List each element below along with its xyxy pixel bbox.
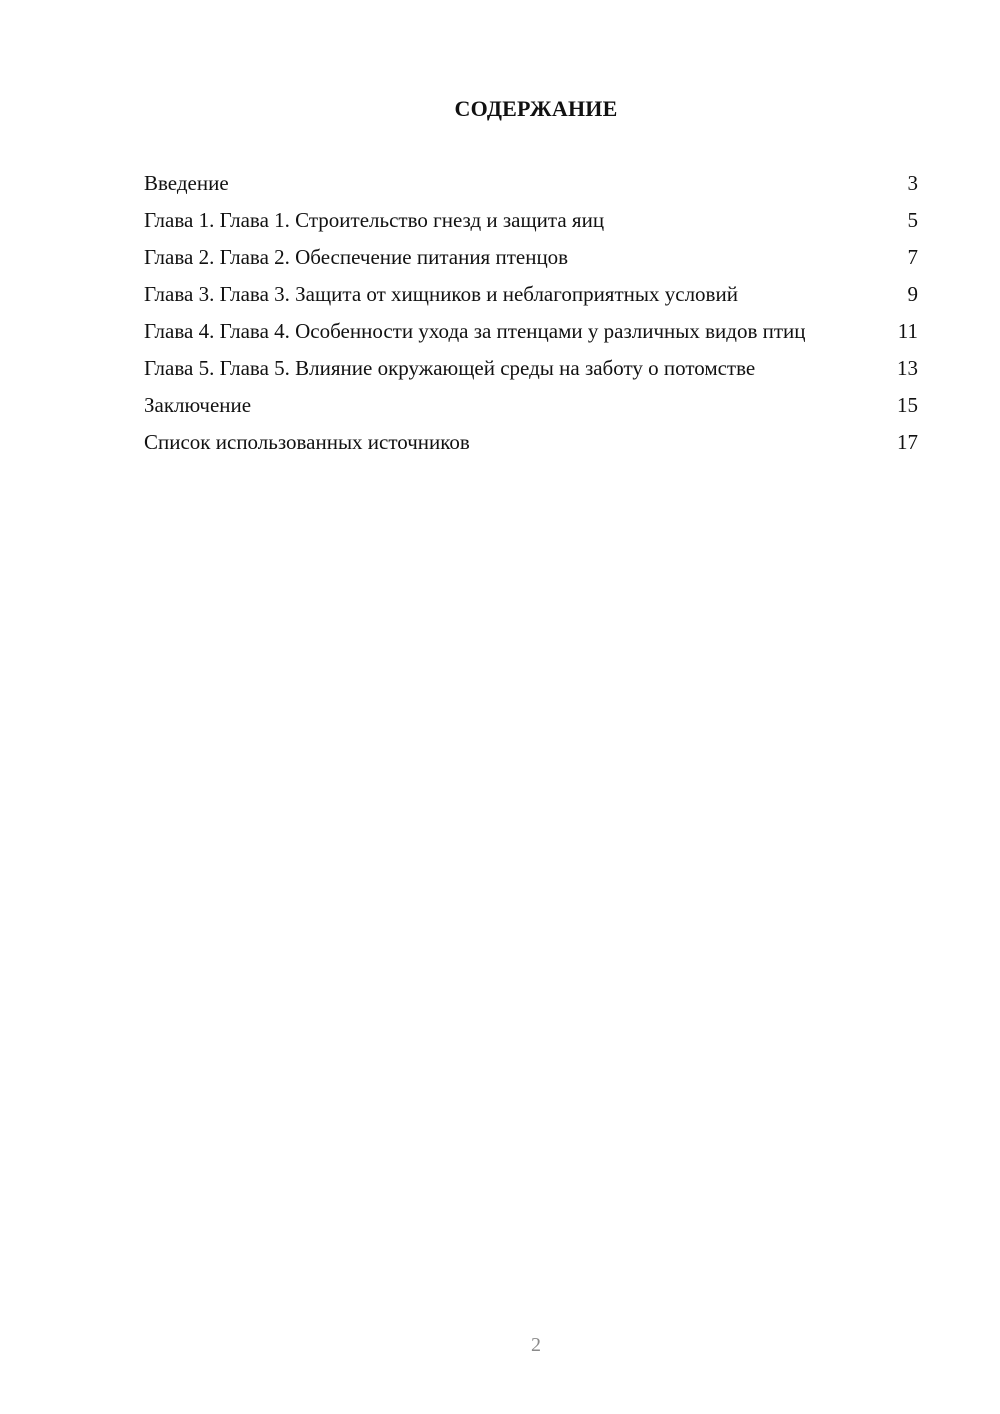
toc-entry-title: Заключение [144, 393, 252, 417]
page-title: СОДЕРЖАНИЕ [454, 96, 618, 121]
toc-entry-page: 7 [907, 245, 918, 269]
toc-entry-references [144, 429, 918, 456]
toc-entry-chapter-3 [144, 281, 918, 308]
toc-entry-page: 17 [897, 430, 918, 454]
toc-entry-chapter-2 [144, 244, 918, 271]
toc-entry-chapter-4 [144, 318, 918, 345]
table-of-contents [144, 170, 918, 466]
toc-entry-chapter-1 [144, 207, 918, 234]
toc-entry-page: 15 [897, 393, 918, 417]
toc-entry-chapter-5 [144, 355, 918, 382]
toc-entry-page: 13 [897, 356, 918, 380]
toc-entry-page: 3 [907, 171, 918, 195]
toc-entry-introduction [144, 170, 918, 197]
toc-entry-title: Глава 4. Глава 4. Особенности ухода за птенцами у различных видов птиц [144, 319, 806, 343]
toc-entry-title: Глава 2. Глава 2. Обеспечение питания птенцов [144, 245, 569, 269]
toc-entry-title: Введение [144, 171, 229, 195]
toc-entry-page: 9 [907, 282, 918, 306]
toc-entry-conclusion [144, 392, 918, 419]
toc-entry-page: 5 [907, 208, 918, 232]
toc-entry-title: Глава 1. Глава 1. Строительство гнезд и защита яиц [144, 208, 605, 232]
toc-entry-title: Список использованных источников [144, 430, 470, 454]
toc-entry-page: 11 [897, 319, 918, 343]
toc-entry-title: Глава 3. Глава 3. Защита от хищников и неблагоприятных условий [144, 282, 738, 306]
page-number: 2 [531, 1334, 541, 1356]
toc-entry-title: Глава 5. Глава 5. Влияние окружающей среды на заботу о потомстве [144, 356, 756, 380]
